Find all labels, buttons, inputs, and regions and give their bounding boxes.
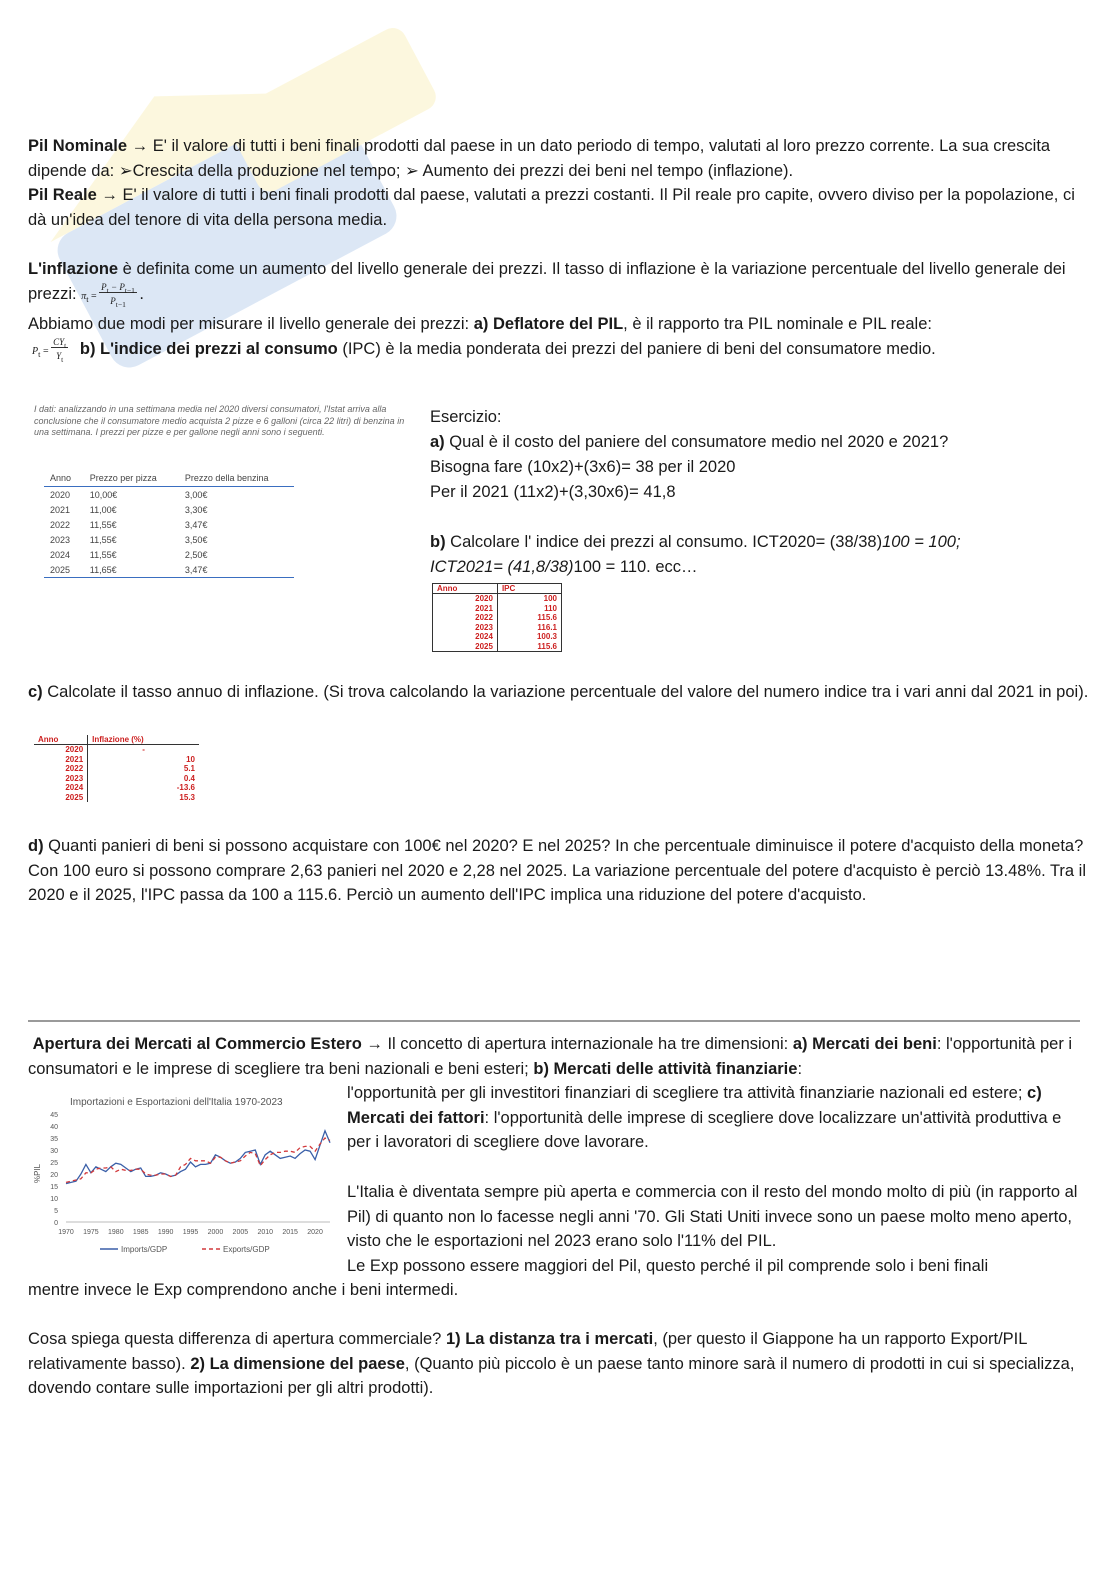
deflator-formula: $P_t = \frac{CY_t}{Y_t}$ — [32, 337, 67, 364]
table-row: 2020 - — [34, 745, 199, 755]
y-tick-label: 45 — [50, 1112, 58, 1119]
table-row: 2020 10,00€ 3,00€ — [50, 489, 208, 500]
y-tick-label: 15 — [50, 1184, 58, 1191]
answer-a-2021: Per il 2021 (11x2)+(3,30x6)= 41,8 — [430, 483, 676, 501]
trade-intro: Apertura dei Mercati al Commercio Estero → Il concetto di apertura internazionale ha tre dimensioni: a) Mercati dei beni: l'opportunità per i consumatori e le imprese di scegliere tra beni nazionali e beni esteri; b) Mercati delle attività finanziarie: — [28, 1035, 1073, 1078]
table-row: 2023 11,55€ 3,50€ — [50, 534, 208, 545]
y-tick-label: 35 — [50, 1136, 58, 1143]
table-row: 2022 115.6 — [433, 613, 562, 623]
y-tick-label: 5 — [54, 1208, 58, 1215]
inflazione-text: è definita come un aumento del livello generale dei prezzi. Il tasso di inflazione è la variazione percentuale del livello generale dei prezzi: — [28, 260, 1066, 303]
x-tick-label: 1975 — [83, 1229, 99, 1236]
question-d-paragraph: d) Quanti panieri di beni si possono acquistare con 100€ nel 2020? E nel 2025? In che percentuale diminuisce il potere d'acquisto della moneta? Con 100 euro si possono comprare 2,63 panieri nel 2020 e 2,28 nel 2025. La variazione percentuale del potere d'acquisto è perciò 13.48%. Tra il 2020 e il 2025, l'IPC passa da 100 a 115.6. Perciò un aumento dell'IPC implica una riduzione del potere d'acquisto. — [28, 837, 1087, 904]
table-row: 2025 11,65€ 3,47€ — [44, 562, 294, 578]
question-b: Calcolare l' indice dei prezzi al consumo. ICT2020= (38/38) — [445, 533, 883, 551]
exp-note: mentre invece le Exp comprendono anche i beni intermedi. — [28, 1281, 459, 1299]
x-tick-label: 2005 — [232, 1229, 249, 1236]
table-row: 2024 11,55€ 2,50€ — [50, 549, 208, 560]
esercizio-block: Esercizio: a) Qual è il costo del paniere del consumatore medio nel 2020 e 2021? Bisogna fare (10x2)+(3x6)= 38 per il 2020 Per il 2021 (11x2)+(3,30x6)= 41,8 b) Calcolare l' indice dei prezzi al consumo. ICT2020= (38/38)100 = 100; ICT2021= (41,8/38)100 = 110. ecc… — [430, 405, 1080, 580]
table-row: 2025 115.6 — [433, 642, 562, 652]
table-row: 2024 -13.6 — [34, 783, 199, 793]
table-row: 2020 100 — [433, 594, 562, 604]
answer-b: ICT2021= (41,8/38) — [430, 558, 574, 576]
inflation-formula: $\pi_t = \frac{P_t - P_{t-1}}{P_{t-1}}$ — [81, 282, 135, 309]
inflazione-paragraph — [28, 257, 1090, 367]
pil-reale-text: → E' il valore di tutti i beni finali prodotti dal paese, valutati a prezzi costanti. Il Pil reale pro capite, ovvero diviso per la popolazione, ci dà un'idea del tenore di vita della persona media. — [28, 186, 1075, 229]
question-a: Qual è il costo del paniere del consumatore medio nel 2020 e 2021? — [444, 433, 949, 451]
pil-nominale-text: → E' il valore di tutti i beni finali prodotti dal paese in un dato periodo di tempo, valutati al loro prezzo corrente. La sua crescita dipende da: ➢Crescita della produzione nel tempo; ➢ Aumento dei prezzi dei beni nel tempo (inflazione). — [28, 137, 1051, 180]
misure-intro: Abbiamo due modi per misurare il livello generale dei prezzi: — [28, 315, 474, 333]
differences-paragraph: Cosa spiega questa differenza di apertura commerciale? 1) La distanza tra i mercati, (per questo il Giappone ha un rapporto Export/PIL relativamente basso). 2) La dimensione del paese, (Quanto più piccolo è un paese tanto minore sarà il numero di prodotti in cui si specializza, dovendo contare sulle importazioni per gli altri prodotti). — [28, 1330, 1075, 1397]
inflation-table: Anno Inflazione (%) 2020 - 2021 10 2022 5.1 2023 0.4 2024 -13.6 2025 15.3 — [34, 735, 199, 802]
trade-chart — [30, 1088, 340, 1268]
x-tick-label: 1970 — [58, 1229, 74, 1236]
pil-nominale-term: Pil Nominale — [28, 137, 128, 155]
table-row: 2025 15.3 — [34, 793, 199, 803]
table-row: 2023 0.4 — [34, 774, 199, 784]
ipc-table: Anno IPC 2020 100 2021 110 2022 115.6 2023 116.1 2024 100.3 2025 115.6 — [432, 583, 562, 652]
ipc-text: (IPC) è la media ponderata dei prezzi del paniere di beni del consumatore medio. — [337, 339, 936, 358]
price-table-header: Anno Prezzo per pizza Prezzo della benzina — [44, 470, 294, 487]
price-table — [44, 470, 294, 578]
x-tick-label: 2020 — [307, 1229, 323, 1236]
y-tick-label: 10 — [50, 1196, 58, 1203]
x-tick-label: 1985 — [132, 1229, 149, 1236]
table-row: 2021 10 — [34, 755, 199, 765]
table-row: 2021 110 — [433, 604, 562, 614]
trade-heading: Apertura dei Mercati al Commercio Estero — [32, 1035, 362, 1053]
table-row: 2023 116.1 — [433, 623, 562, 633]
answer-a-2020: Bisogna fare (10x2)+(3x6)= 38 per il 2020 — [430, 458, 736, 476]
deflatore-term: a) Deflatore del PIL — [473, 315, 624, 333]
chart-ylabel: %PIL — [33, 1163, 42, 1183]
legend-label: Imports/GDP — [121, 1245, 168, 1254]
question-c-paragraph: c) Calcolate il tasso annuo di inflazione. (Si trova calcolando la variazione percentuale del valore del numero indice tra i vari anni dal 2021 in poi). — [28, 683, 1089, 701]
y-tick-label: 40 — [50, 1124, 58, 1131]
y-tick-label: 0 — [54, 1220, 58, 1227]
trade-dimensions-text: l'opportunità per gli investitori finanziari di scegliere tra attività finanziarie nazionali ed estere; c) Mercati dei fattori: l'opportunità delle imprese di scegliere dove localizzare un'attività produttiva e per i lavoratori di scegliere dove lavorare. — [347, 1084, 1062, 1151]
legend-label: Exports/GDP — [223, 1245, 270, 1254]
esercizio-title: Esercizio: — [430, 408, 502, 426]
x-tick-label: 2010 — [257, 1229, 274, 1236]
x-tick-label: 2000 — [207, 1229, 224, 1236]
x-tick-label: 1990 — [157, 1229, 174, 1236]
pil-reale-term: Pil Reale — [28, 186, 97, 204]
italy-openness-text: L'Italia è diventata sempre più aperta e commercia con il resto del mondo molto di più (in rapporto al Pil) di quanto non lo facesse negli anni '70. Gli Stati Uniti invece sono un paese molto meno aperto, visto che le esportazioni nel 2023 erano solo l'11% del PIL. Le Exp possono essere maggiori del Pil, questo perché il pil comprende solo i beni finali — [347, 1183, 1078, 1275]
y-tick-label: 20 — [50, 1172, 58, 1179]
question-c: Calcolate il tasso annuo di inflazione. (Si trova calcolando la variazione percentuale del valore del numero indice tra i vari anni dal 2021 in poi). — [42, 683, 1089, 701]
pil-nominale-paragraph — [28, 134, 1090, 232]
series-line-imports — [66, 1131, 330, 1184]
x-tick-label: 1995 — [182, 1229, 199, 1236]
problem-statement: I dati: analizzando in una settimana media nel 2020 diversi consumatori, l'Istat arriva alla conclusione che il consumatore medio acquista 2 pizze e 6 galloni (circa 22 litri) di benzina in una settimana. I prezzi per pizze e per gallone negli anni sono i seguenti. — [34, 404, 405, 437]
series-line-exports — [66, 1138, 330, 1182]
x-tick-label: 1980 — [108, 1229, 124, 1236]
formula-period: . — [139, 284, 145, 303]
ipc-term: b) L'indice dei prezzi al consumo — [79, 339, 338, 358]
table-row: 2024 100.3 — [433, 632, 562, 642]
x-tick-label: 2015 — [282, 1229, 298, 1236]
question-d: Quanti panieri di beni si possono acquistare con 100€ nel 2020? E nel 2025? In che percentuale diminuisce il potere d'acquisto della moneta? — [43, 837, 1084, 855]
table-row: 2021 11,00€ 3,30€ — [50, 504, 208, 515]
y-tick-label: 30 — [50, 1148, 58, 1155]
inflazione-term: L'inflazione — [28, 260, 119, 278]
chart-title: Importazioni e Esportazioni dell'Italia 1970-2023 — [70, 1097, 283, 1108]
y-tick-label: 25 — [50, 1160, 58, 1167]
table-row: 2022 11,55€ 3,47€ — [50, 519, 208, 530]
answer-d: Con 100 euro si possono comprare 2,63 panieri nel 2020 e 2,28 nel 2025. La variazione percentuale del potere d'acquisto è perciò 13.48%. Tra il 2020 e il 2025, l'IPC passa da 100 a 115.6. Perciò un aumento dell'IPC implica una riduzione del potere d'acquisto. — [28, 861, 1087, 904]
section-divider — [28, 1020, 1080, 1022]
deflatore-text: , è il rapporto tra PIL nominale e PIL reale: — [623, 315, 932, 333]
table-row: 2022 5.1 — [34, 764, 199, 774]
